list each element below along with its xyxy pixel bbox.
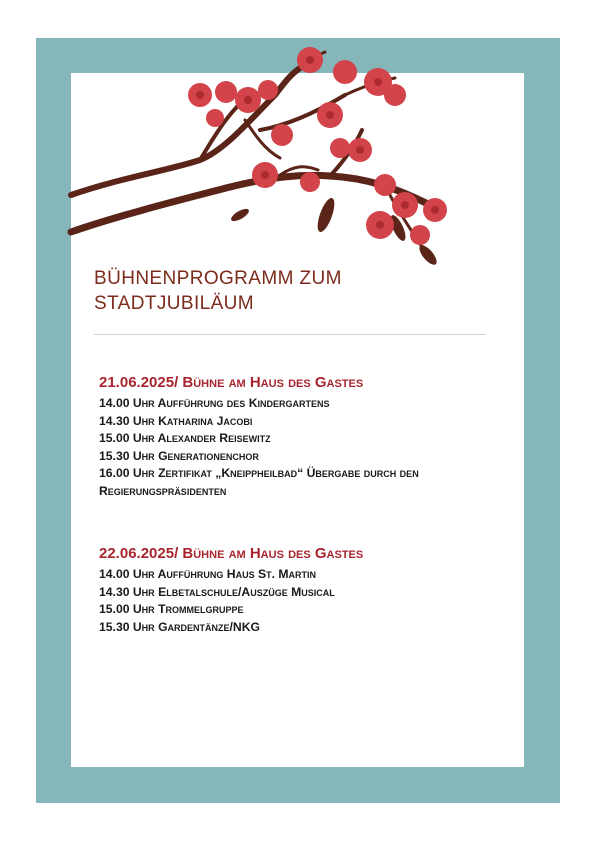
title-line-2: STADTJUBILÄUM bbox=[94, 293, 255, 314]
day-2-heading: 22.06.2025/ Bühne am Haus des Gastes bbox=[99, 545, 364, 562]
day-2-schedule bbox=[99, 566, 499, 636]
program-day-1 bbox=[99, 373, 499, 500]
schedule-item: 14.00 Uhr Aufführung des Kindergartens bbox=[99, 396, 330, 410]
day-1-schedule bbox=[99, 395, 499, 500]
schedule-item: 15.00 Uhr Trommelgruppe bbox=[99, 602, 244, 616]
program-day-2 bbox=[99, 544, 499, 636]
schedule-item: 15.30 Uhr Generationenchor bbox=[99, 448, 259, 463]
schedule-item: 16.00 Uhr Zertifikat „Kneippheilbad“ Übergabe durch den bbox=[99, 466, 419, 480]
page-title bbox=[94, 266, 494, 316]
day-1-heading: 21.06.2025/ Bühne am Haus des Gastes bbox=[99, 374, 364, 391]
title-line-1: BÜHNENPROGRAMM ZUM bbox=[94, 268, 342, 289]
schedule-item: 14.30 Uhr Elbetalschule/Auszüge Musical bbox=[99, 584, 335, 599]
divider bbox=[94, 334, 486, 335]
schedule-item: 15.30 Uhr Gardentänze/NKG bbox=[99, 619, 261, 634]
schedule-item: 15.00 Uhr Alexander Reisewitz bbox=[99, 431, 271, 445]
schedule-item: 14.30 Uhr Katharina Jacobi bbox=[99, 413, 253, 428]
schedule-item: 14.00 Uhr Aufführung Haus St. Martin bbox=[99, 567, 317, 581]
schedule-item: Regierungspräsidenten bbox=[99, 483, 227, 498]
